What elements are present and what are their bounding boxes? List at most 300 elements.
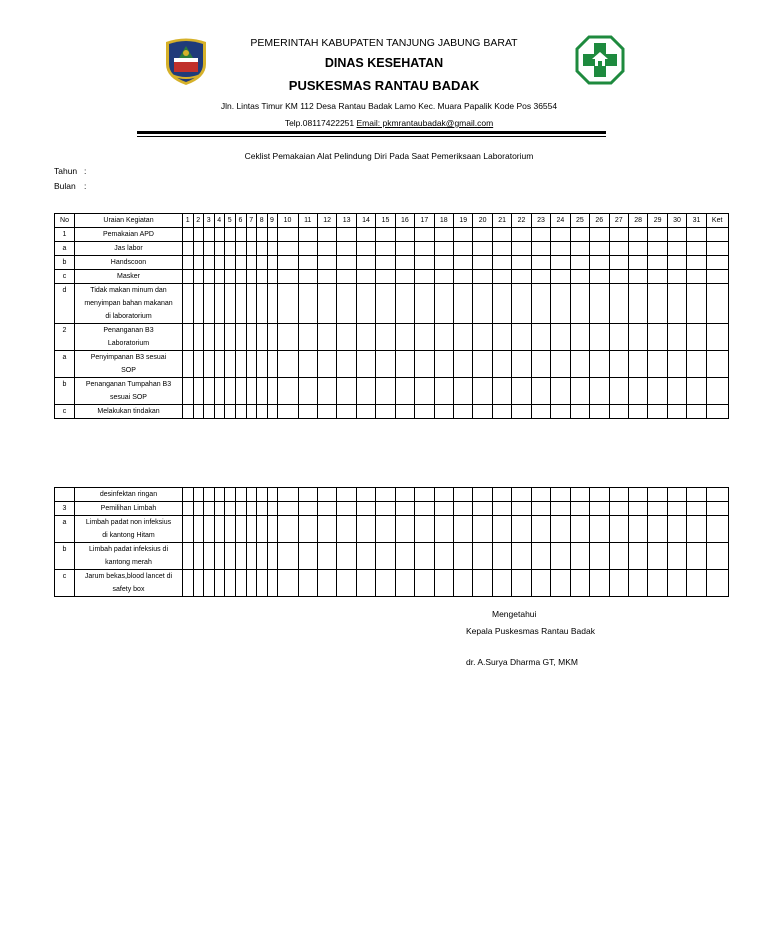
check-cell-day-2[interactable] [193, 284, 204, 324]
check-cell-day-2[interactable] [193, 570, 204, 597]
check-cell-day-29[interactable] [648, 351, 667, 378]
check-cell-day-23[interactable] [531, 270, 550, 284]
check-cell-day-2[interactable] [193, 488, 204, 502]
check-cell-day-20[interactable] [473, 516, 492, 543]
check-cell-day-17[interactable] [415, 378, 434, 405]
check-cell-day-1[interactable] [183, 351, 194, 378]
check-cell-day-29[interactable] [648, 284, 667, 324]
check-cell-day-12[interactable] [317, 284, 336, 324]
check-cell-day-10[interactable] [277, 516, 298, 543]
check-cell-day-30[interactable] [667, 405, 686, 419]
check-cell-day-15[interactable] [376, 256, 395, 270]
check-cell-day-13[interactable] [337, 270, 356, 284]
check-cell-day-19[interactable] [454, 351, 473, 378]
check-cell-day-12[interactable] [317, 570, 336, 597]
check-cell-day-10[interactable] [277, 488, 298, 502]
check-cell-day-21[interactable] [492, 270, 511, 284]
check-cell-day-6[interactable] [235, 502, 246, 516]
check-cell-day-15[interactable] [376, 378, 395, 405]
check-cell-day-10[interactable] [277, 270, 298, 284]
check-cell-day-11[interactable] [298, 242, 317, 256]
check-cell-day-15[interactable] [376, 242, 395, 256]
check-cell-day-7[interactable] [246, 228, 257, 242]
check-cell-day-17[interactable] [415, 516, 434, 543]
check-cell-day-10[interactable] [277, 570, 298, 597]
check-cell-day-23[interactable] [531, 284, 550, 324]
check-cell-day-1[interactable] [183, 570, 194, 597]
check-cell-day-25[interactable] [570, 488, 589, 502]
check-cell-day-7[interactable] [246, 405, 257, 419]
check-cell-day-19[interactable] [454, 405, 473, 419]
check-cell-day-21[interactable] [492, 378, 511, 405]
check-cell-day-13[interactable] [337, 242, 356, 256]
check-cell-day-1[interactable] [183, 284, 194, 324]
check-cell-day-31[interactable] [687, 502, 706, 516]
check-cell-day-9[interactable] [267, 405, 277, 419]
check-cell-day-26[interactable] [590, 256, 609, 270]
check-cell-day-18[interactable] [434, 324, 453, 351]
check-cell-day-30[interactable] [667, 378, 686, 405]
check-cell-day-16[interactable] [395, 405, 414, 419]
ket-cell[interactable] [706, 516, 728, 543]
check-cell-day-23[interactable] [531, 570, 550, 597]
check-cell-day-13[interactable] [337, 256, 356, 270]
check-cell-day-30[interactable] [667, 351, 686, 378]
check-cell-day-29[interactable] [648, 502, 667, 516]
check-cell-day-21[interactable] [492, 284, 511, 324]
check-cell-day-21[interactable] [492, 502, 511, 516]
check-cell-day-18[interactable] [434, 570, 453, 597]
check-cell-day-13[interactable] [337, 228, 356, 242]
check-cell-day-24[interactable] [551, 256, 570, 270]
check-cell-day-22[interactable] [512, 516, 531, 543]
check-cell-day-6[interactable] [235, 488, 246, 502]
check-cell-day-4[interactable] [214, 351, 225, 378]
check-cell-day-2[interactable] [193, 543, 204, 570]
check-cell-day-16[interactable] [395, 378, 414, 405]
check-cell-day-20[interactable] [473, 242, 492, 256]
check-cell-day-30[interactable] [667, 228, 686, 242]
check-cell-day-9[interactable] [267, 228, 277, 242]
check-cell-day-21[interactable] [492, 405, 511, 419]
check-cell-day-4[interactable] [214, 543, 225, 570]
check-cell-day-3[interactable] [204, 242, 215, 256]
check-cell-day-27[interactable] [609, 351, 628, 378]
check-cell-day-1[interactable] [183, 228, 194, 242]
check-cell-day-9[interactable] [267, 488, 277, 502]
check-cell-day-28[interactable] [628, 405, 647, 419]
check-cell-day-22[interactable] [512, 351, 531, 378]
check-cell-day-3[interactable] [204, 516, 215, 543]
check-cell-day-2[interactable] [193, 405, 204, 419]
check-cell-day-14[interactable] [356, 516, 375, 543]
check-cell-day-25[interactable] [570, 242, 589, 256]
check-cell-day-2[interactable] [193, 256, 204, 270]
check-cell-day-5[interactable] [225, 256, 236, 270]
check-cell-day-1[interactable] [183, 242, 194, 256]
check-cell-day-20[interactable] [473, 324, 492, 351]
check-cell-day-22[interactable] [512, 405, 531, 419]
check-cell-day-28[interactable] [628, 284, 647, 324]
check-cell-day-20[interactable] [473, 284, 492, 324]
check-cell-day-7[interactable] [246, 502, 257, 516]
check-cell-day-11[interactable] [298, 228, 317, 242]
check-cell-day-13[interactable] [337, 502, 356, 516]
ket-cell[interactable] [706, 378, 728, 405]
check-cell-day-29[interactable] [648, 405, 667, 419]
check-cell-day-4[interactable] [214, 270, 225, 284]
check-cell-day-19[interactable] [454, 516, 473, 543]
check-cell-day-15[interactable] [376, 570, 395, 597]
check-cell-day-19[interactable] [454, 228, 473, 242]
check-cell-day-7[interactable] [246, 543, 257, 570]
check-cell-day-23[interactable] [531, 378, 550, 405]
check-cell-day-16[interactable] [395, 570, 414, 597]
check-cell-day-24[interactable] [551, 488, 570, 502]
check-cell-day-20[interactable] [473, 570, 492, 597]
check-cell-day-11[interactable] [298, 324, 317, 351]
check-cell-day-18[interactable] [434, 502, 453, 516]
check-cell-day-30[interactable] [667, 256, 686, 270]
check-cell-day-12[interactable] [317, 351, 336, 378]
check-cell-day-14[interactable] [356, 284, 375, 324]
check-cell-day-20[interactable] [473, 351, 492, 378]
check-cell-day-28[interactable] [628, 228, 647, 242]
check-cell-day-10[interactable] [277, 543, 298, 570]
check-cell-day-27[interactable] [609, 228, 628, 242]
check-cell-day-4[interactable] [214, 516, 225, 543]
check-cell-day-5[interactable] [225, 405, 236, 419]
check-cell-day-18[interactable] [434, 516, 453, 543]
ket-cell[interactable] [706, 228, 728, 242]
check-cell-day-12[interactable] [317, 488, 336, 502]
check-cell-day-16[interactable] [395, 502, 414, 516]
check-cell-day-5[interactable] [225, 228, 236, 242]
check-cell-day-8[interactable] [257, 324, 268, 351]
check-cell-day-21[interactable] [492, 543, 511, 570]
check-cell-day-22[interactable] [512, 284, 531, 324]
check-cell-day-6[interactable] [235, 543, 246, 570]
check-cell-day-6[interactable] [235, 256, 246, 270]
check-cell-day-30[interactable] [667, 502, 686, 516]
check-cell-day-21[interactable] [492, 256, 511, 270]
check-cell-day-28[interactable] [628, 570, 647, 597]
check-cell-day-23[interactable] [531, 516, 550, 543]
ket-cell[interactable] [706, 570, 728, 597]
check-cell-day-13[interactable] [337, 516, 356, 543]
check-cell-day-26[interactable] [590, 488, 609, 502]
check-cell-day-25[interactable] [570, 270, 589, 284]
check-cell-day-2[interactable] [193, 242, 204, 256]
check-cell-day-29[interactable] [648, 242, 667, 256]
check-cell-day-5[interactable] [225, 488, 236, 502]
check-cell-day-7[interactable] [246, 378, 257, 405]
check-cell-day-29[interactable] [648, 256, 667, 270]
check-cell-day-28[interactable] [628, 488, 647, 502]
check-cell-day-17[interactable] [415, 351, 434, 378]
check-cell-day-9[interactable] [267, 378, 277, 405]
check-cell-day-5[interactable] [225, 570, 236, 597]
ket-cell[interactable] [706, 405, 728, 419]
check-cell-day-19[interactable] [454, 502, 473, 516]
check-cell-day-14[interactable] [356, 405, 375, 419]
check-cell-day-3[interactable] [204, 502, 215, 516]
check-cell-day-10[interactable] [277, 502, 298, 516]
check-cell-day-7[interactable] [246, 351, 257, 378]
check-cell-day-13[interactable] [337, 351, 356, 378]
check-cell-day-27[interactable] [609, 324, 628, 351]
check-cell-day-11[interactable] [298, 502, 317, 516]
check-cell-day-27[interactable] [609, 270, 628, 284]
check-cell-day-2[interactable] [193, 351, 204, 378]
check-cell-day-18[interactable] [434, 543, 453, 570]
check-cell-day-18[interactable] [434, 256, 453, 270]
check-cell-day-1[interactable] [183, 405, 194, 419]
check-cell-day-17[interactable] [415, 256, 434, 270]
check-cell-day-4[interactable] [214, 502, 225, 516]
check-cell-day-18[interactable] [434, 270, 453, 284]
check-cell-day-21[interactable] [492, 324, 511, 351]
check-cell-day-24[interactable] [551, 324, 570, 351]
check-cell-day-24[interactable] [551, 405, 570, 419]
check-cell-day-31[interactable] [687, 405, 706, 419]
check-cell-day-14[interactable] [356, 351, 375, 378]
check-cell-day-15[interactable] [376, 351, 395, 378]
check-cell-day-31[interactable] [687, 284, 706, 324]
check-cell-day-26[interactable] [590, 405, 609, 419]
check-cell-day-11[interactable] [298, 256, 317, 270]
check-cell-day-6[interactable] [235, 405, 246, 419]
check-cell-day-15[interactable] [376, 488, 395, 502]
check-cell-day-6[interactable] [235, 228, 246, 242]
check-cell-day-15[interactable] [376, 324, 395, 351]
check-cell-day-17[interactable] [415, 242, 434, 256]
check-cell-day-14[interactable] [356, 570, 375, 597]
check-cell-day-3[interactable] [204, 570, 215, 597]
check-cell-day-12[interactable] [317, 324, 336, 351]
ket-cell[interactable] [706, 351, 728, 378]
check-cell-day-3[interactable] [204, 270, 215, 284]
check-cell-day-9[interactable] [267, 516, 277, 543]
ket-cell[interactable] [706, 270, 728, 284]
check-cell-day-11[interactable] [298, 378, 317, 405]
check-cell-day-25[interactable] [570, 543, 589, 570]
check-cell-day-7[interactable] [246, 270, 257, 284]
check-cell-day-19[interactable] [454, 256, 473, 270]
check-cell-day-10[interactable] [277, 284, 298, 324]
check-cell-day-9[interactable] [267, 570, 277, 597]
check-cell-day-19[interactable] [454, 324, 473, 351]
check-cell-day-8[interactable] [257, 242, 268, 256]
check-cell-day-3[interactable] [204, 378, 215, 405]
check-cell-day-2[interactable] [193, 516, 204, 543]
check-cell-day-1[interactable] [183, 256, 194, 270]
check-cell-day-6[interactable] [235, 270, 246, 284]
check-cell-day-16[interactable] [395, 351, 414, 378]
check-cell-day-5[interactable] [225, 543, 236, 570]
check-cell-day-30[interactable] [667, 324, 686, 351]
check-cell-day-14[interactable] [356, 242, 375, 256]
check-cell-day-17[interactable] [415, 228, 434, 242]
check-cell-day-22[interactable] [512, 324, 531, 351]
check-cell-day-25[interactable] [570, 570, 589, 597]
check-cell-day-12[interactable] [317, 256, 336, 270]
ket-cell[interactable] [706, 502, 728, 516]
check-cell-day-5[interactable] [225, 516, 236, 543]
check-cell-day-31[interactable] [687, 270, 706, 284]
check-cell-day-3[interactable] [204, 405, 215, 419]
check-cell-day-24[interactable] [551, 228, 570, 242]
check-cell-day-29[interactable] [648, 488, 667, 502]
check-cell-day-30[interactable] [667, 516, 686, 543]
check-cell-day-3[interactable] [204, 256, 215, 270]
check-cell-day-20[interactable] [473, 543, 492, 570]
check-cell-day-31[interactable] [687, 488, 706, 502]
check-cell-day-21[interactable] [492, 228, 511, 242]
check-cell-day-15[interactable] [376, 270, 395, 284]
check-cell-day-30[interactable] [667, 543, 686, 570]
check-cell-day-8[interactable] [257, 488, 268, 502]
check-cell-day-25[interactable] [570, 228, 589, 242]
check-cell-day-13[interactable] [337, 324, 356, 351]
check-cell-day-12[interactable] [317, 502, 336, 516]
check-cell-day-27[interactable] [609, 405, 628, 419]
check-cell-day-22[interactable] [512, 570, 531, 597]
check-cell-day-25[interactable] [570, 516, 589, 543]
check-cell-day-28[interactable] [628, 256, 647, 270]
check-cell-day-29[interactable] [648, 324, 667, 351]
check-cell-day-12[interactable] [317, 405, 336, 419]
check-cell-day-29[interactable] [648, 228, 667, 242]
check-cell-day-21[interactable] [492, 488, 511, 502]
check-cell-day-26[interactable] [590, 351, 609, 378]
check-cell-day-16[interactable] [395, 324, 414, 351]
check-cell-day-2[interactable] [193, 324, 204, 351]
check-cell-day-24[interactable] [551, 242, 570, 256]
check-cell-day-6[interactable] [235, 351, 246, 378]
check-cell-day-9[interactable] [267, 242, 277, 256]
check-cell-day-14[interactable] [356, 228, 375, 242]
check-cell-day-10[interactable] [277, 405, 298, 419]
ket-cell[interactable] [706, 242, 728, 256]
check-cell-day-5[interactable] [225, 378, 236, 405]
check-cell-day-30[interactable] [667, 284, 686, 324]
check-cell-day-26[interactable] [590, 543, 609, 570]
check-cell-day-7[interactable] [246, 284, 257, 324]
check-cell-day-14[interactable] [356, 378, 375, 405]
check-cell-day-11[interactable] [298, 570, 317, 597]
check-cell-day-18[interactable] [434, 378, 453, 405]
check-cell-day-10[interactable] [277, 351, 298, 378]
check-cell-day-30[interactable] [667, 570, 686, 597]
check-cell-day-4[interactable] [214, 324, 225, 351]
check-cell-day-23[interactable] [531, 502, 550, 516]
check-cell-day-19[interactable] [454, 570, 473, 597]
check-cell-day-7[interactable] [246, 488, 257, 502]
check-cell-day-4[interactable] [214, 228, 225, 242]
check-cell-day-7[interactable] [246, 324, 257, 351]
check-cell-day-6[interactable] [235, 242, 246, 256]
check-cell-day-27[interactable] [609, 242, 628, 256]
ket-cell[interactable] [706, 256, 728, 270]
check-cell-day-30[interactable] [667, 488, 686, 502]
check-cell-day-5[interactable] [225, 270, 236, 284]
check-cell-day-28[interactable] [628, 378, 647, 405]
check-cell-day-19[interactable] [454, 378, 473, 405]
check-cell-day-26[interactable] [590, 324, 609, 351]
check-cell-day-20[interactable] [473, 270, 492, 284]
check-cell-day-29[interactable] [648, 378, 667, 405]
check-cell-day-24[interactable] [551, 516, 570, 543]
check-cell-day-19[interactable] [454, 270, 473, 284]
check-cell-day-21[interactable] [492, 351, 511, 378]
check-cell-day-21[interactable] [492, 516, 511, 543]
check-cell-day-26[interactable] [590, 284, 609, 324]
check-cell-day-8[interactable] [257, 405, 268, 419]
check-cell-day-16[interactable] [395, 270, 414, 284]
check-cell-day-28[interactable] [628, 351, 647, 378]
check-cell-day-26[interactable] [590, 502, 609, 516]
check-cell-day-20[interactable] [473, 378, 492, 405]
check-cell-day-7[interactable] [246, 256, 257, 270]
check-cell-day-16[interactable] [395, 228, 414, 242]
check-cell-day-10[interactable] [277, 228, 298, 242]
check-cell-day-26[interactable] [590, 516, 609, 543]
check-cell-day-14[interactable] [356, 324, 375, 351]
check-cell-day-8[interactable] [257, 270, 268, 284]
check-cell-day-31[interactable] [687, 324, 706, 351]
check-cell-day-17[interactable] [415, 488, 434, 502]
check-cell-day-18[interactable] [434, 242, 453, 256]
check-cell-day-26[interactable] [590, 242, 609, 256]
check-cell-day-25[interactable] [570, 324, 589, 351]
check-cell-day-6[interactable] [235, 284, 246, 324]
check-cell-day-5[interactable] [225, 351, 236, 378]
check-cell-day-15[interactable] [376, 405, 395, 419]
check-cell-day-17[interactable] [415, 270, 434, 284]
check-cell-day-11[interactable] [298, 284, 317, 324]
check-cell-day-17[interactable] [415, 570, 434, 597]
check-cell-day-9[interactable] [267, 351, 277, 378]
check-cell-day-24[interactable] [551, 543, 570, 570]
check-cell-day-10[interactable] [277, 256, 298, 270]
check-cell-day-7[interactable] [246, 516, 257, 543]
check-cell-day-23[interactable] [531, 351, 550, 378]
check-cell-day-20[interactable] [473, 405, 492, 419]
check-cell-day-12[interactable] [317, 242, 336, 256]
ket-cell[interactable] [706, 488, 728, 502]
check-cell-day-28[interactable] [628, 502, 647, 516]
check-cell-day-25[interactable] [570, 284, 589, 324]
check-cell-day-8[interactable] [257, 570, 268, 597]
check-cell-day-21[interactable] [492, 570, 511, 597]
check-cell-day-11[interactable] [298, 405, 317, 419]
check-cell-day-19[interactable] [454, 543, 473, 570]
check-cell-day-29[interactable] [648, 516, 667, 543]
check-cell-day-11[interactable] [298, 270, 317, 284]
check-cell-day-27[interactable] [609, 502, 628, 516]
check-cell-day-16[interactable] [395, 256, 414, 270]
check-cell-day-14[interactable] [356, 502, 375, 516]
check-cell-day-8[interactable] [257, 502, 268, 516]
check-cell-day-29[interactable] [648, 570, 667, 597]
check-cell-day-22[interactable] [512, 378, 531, 405]
check-cell-day-25[interactable] [570, 378, 589, 405]
check-cell-day-26[interactable] [590, 228, 609, 242]
check-cell-day-22[interactable] [512, 543, 531, 570]
check-cell-day-22[interactable] [512, 270, 531, 284]
check-cell-day-13[interactable] [337, 543, 356, 570]
